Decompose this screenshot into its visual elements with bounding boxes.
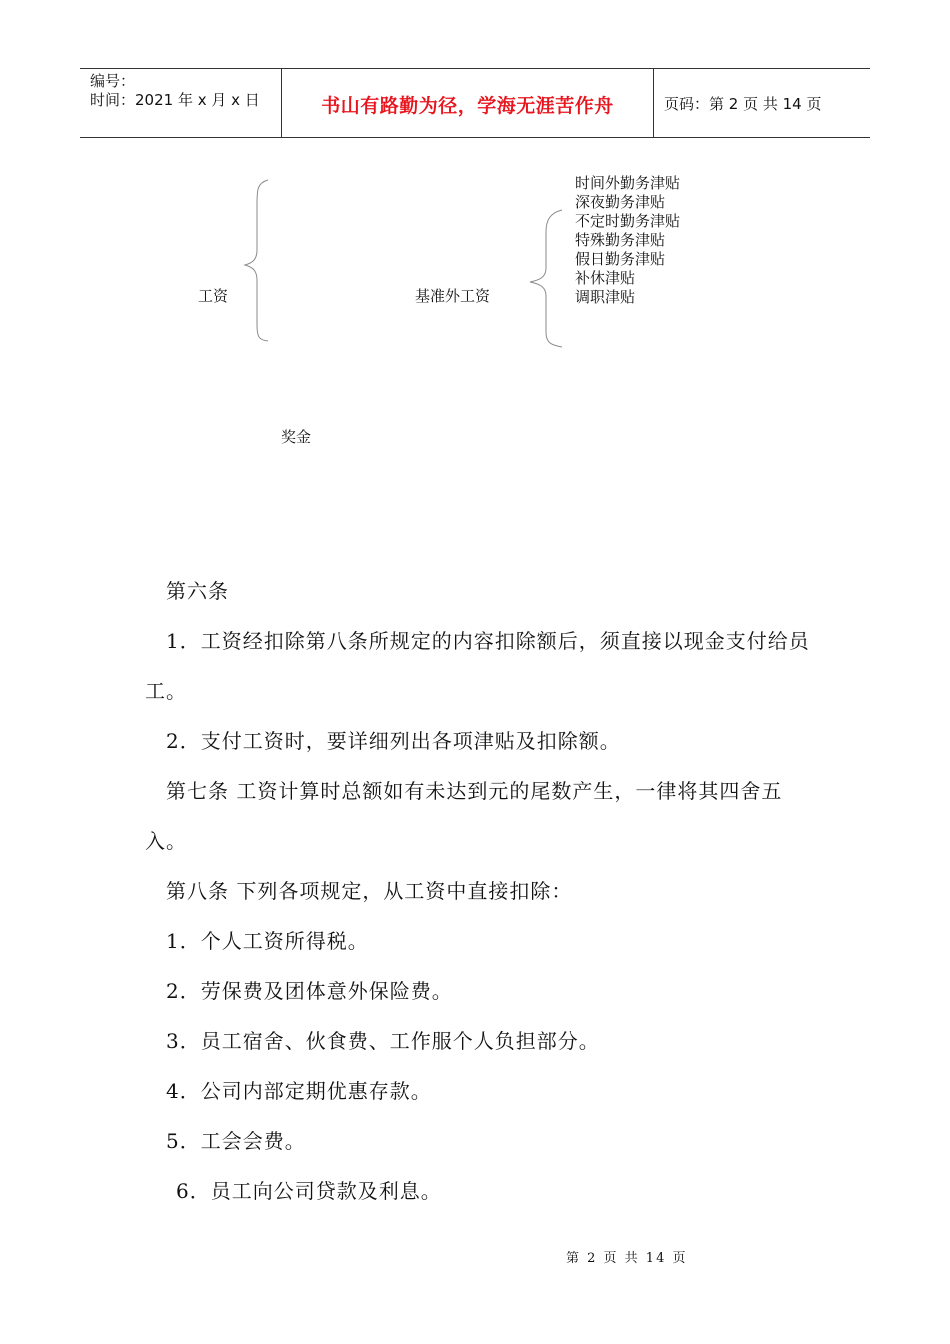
document-header xyxy=(80,68,870,138)
header-page-info: 页码：第 2 页 共 14 页 xyxy=(664,95,822,113)
allowance-item: 补休津贴 xyxy=(575,269,636,287)
body-paragraph: 5．工会会费。 xyxy=(166,1129,306,1153)
allowance-item: 时间外勤务津贴 xyxy=(575,174,681,192)
allowance-brace xyxy=(530,210,562,347)
body-paragraph: 2．劳保费及团体意外保险费。 xyxy=(166,979,453,1003)
allowance-item: 不定时勤务津贴 xyxy=(575,212,681,230)
body-paragraph: 2．支付工资时，要详细列出各项津贴及扣除额。 xyxy=(166,729,621,753)
body-paragraph: 1．个人工资所得税。 xyxy=(166,929,369,953)
body-paragraph: 1．工资经扣除第八条所规定的内容扣除额后，须直接以现金支付给员工。 xyxy=(145,629,810,703)
allowance-item: 调职津贴 xyxy=(575,288,636,306)
bonus-label: 奖金 xyxy=(281,428,312,446)
header-motto-cell xyxy=(282,69,654,137)
document-date-label: 时间：2021 年 x 月 x 日 xyxy=(90,91,260,109)
header-motto: 书山有路勤为径，学海无涯苦作舟 xyxy=(321,95,614,117)
allowance-list xyxy=(575,174,680,307)
article-paragraph: 第七条 工资计算时总额如有未达到元的尾数产生，一律将其四舍五入。 xyxy=(145,779,783,853)
body-paragraph: 3．员工宿舍、伙食费、工作服个人负担部分。 xyxy=(166,1029,600,1053)
body-paragraph: 6．员工向公司贷款及利息。 xyxy=(176,1179,442,1203)
salary-root-label: 工资 xyxy=(198,287,229,305)
page-footer: 第 2 页 共 14 页 xyxy=(566,1251,688,1266)
header-page-cell xyxy=(654,69,870,137)
allowance-item: 深夜勤务津贴 xyxy=(575,193,666,211)
allowance-item: 特殊勤务津贴 xyxy=(575,231,666,249)
document-body xyxy=(145,566,813,1216)
document-number-label: 编号： xyxy=(90,72,136,90)
header-meta-cell xyxy=(80,69,282,137)
article-heading: 第六条 xyxy=(166,579,229,603)
article-paragraph: 第八条 下列各项规定，从工资中直接扣除： xyxy=(166,879,573,903)
salary-brace xyxy=(245,180,268,341)
allowance-item: 假日勤务津贴 xyxy=(575,250,666,268)
extra-salary-label: 基准外工资 xyxy=(415,287,491,305)
body-paragraph: 4．公司内部定期优惠存款。 xyxy=(166,1079,432,1103)
